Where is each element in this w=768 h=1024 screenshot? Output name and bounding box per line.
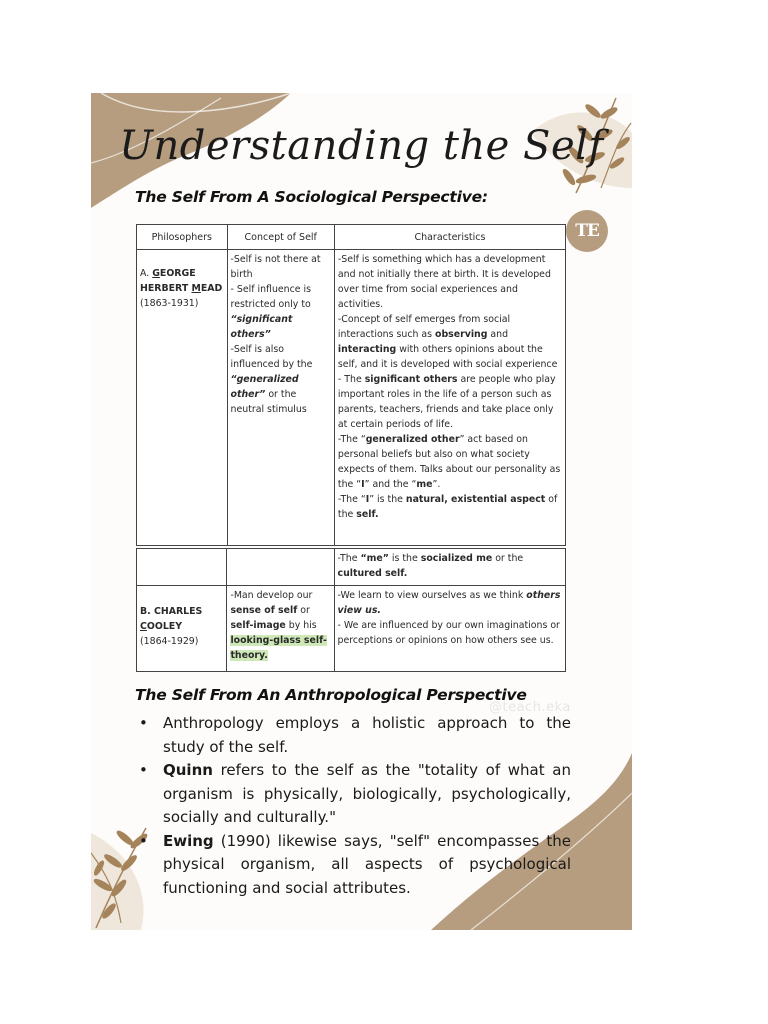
text-run: or the bbox=[492, 553, 524, 564]
text-run: socialized me bbox=[420, 553, 493, 564]
bullet-dot-icon: • bbox=[139, 714, 148, 732]
table-row-cooley bbox=[137, 586, 566, 672]
text-run: Anthropology employs a holistic approach to the study of the self. bbox=[163, 714, 571, 756]
text-run: -We learn to view ourselves as we think bbox=[337, 590, 527, 602]
concept-cooley bbox=[227, 586, 334, 672]
column-header-concept: Concept of Self bbox=[227, 225, 334, 250]
name-line bbox=[140, 266, 224, 281]
text-run: -Self is not there at birth bbox=[230, 254, 321, 280]
text-run: “generalized other” bbox=[230, 374, 299, 400]
text-run: A. bbox=[140, 268, 153, 279]
text-run: with others opinions about the self, and it is developed with social experience bbox=[337, 344, 558, 370]
philosopher-name-mead bbox=[137, 250, 228, 546]
text-run: cultured self. bbox=[337, 568, 408, 579]
section-heading-sociological: The Self From A Sociological Perspective: bbox=[135, 188, 488, 206]
bullet-item bbox=[131, 759, 571, 830]
text-run: or bbox=[297, 605, 310, 617]
text-run: ”. bbox=[432, 479, 441, 490]
concept-mead bbox=[227, 250, 334, 546]
logo-badge: TE bbox=[566, 210, 608, 252]
document-page bbox=[91, 93, 632, 930]
text-run: EAD bbox=[200, 283, 223, 294]
text-run: (1864-1929) bbox=[140, 636, 199, 648]
text-run: ” act based on personal beliefs but also on what society expects of them. Talks about our personality as the “ bbox=[337, 434, 561, 490]
text-run: -Concept of self emerges from social interactions such as bbox=[337, 314, 511, 340]
text-run: or the neutral stimulus bbox=[230, 389, 307, 415]
text-run: C bbox=[140, 621, 147, 633]
bullet-item bbox=[131, 830, 571, 901]
anthropology-bullet-list bbox=[131, 712, 571, 900]
characteristics-continuation bbox=[334, 549, 565, 586]
text-run: - The bbox=[337, 374, 365, 385]
name-line bbox=[140, 634, 223, 649]
bullet-dot-icon: • bbox=[139, 761, 148, 779]
text-run: “significant others” bbox=[230, 314, 293, 340]
text-run: others view us. bbox=[337, 590, 561, 617]
text-run: I bbox=[365, 494, 370, 505]
characteristics-mead bbox=[334, 250, 565, 546]
text-run: self. bbox=[356, 509, 379, 520]
table-row-continuation bbox=[137, 549, 566, 586]
text-run: natural, existential aspect bbox=[405, 494, 546, 505]
text-run: looking-glass self-theory. bbox=[230, 635, 327, 662]
text-run: -Self is also influenced by the bbox=[230, 344, 313, 370]
sociological-table-continued bbox=[136, 548, 566, 672]
empty-cell bbox=[227, 549, 334, 586]
text-run: interacting bbox=[337, 344, 397, 355]
text-run: OOLEY bbox=[146, 621, 182, 633]
text-run: G bbox=[152, 268, 160, 279]
text-run: -The “ bbox=[337, 434, 366, 445]
text-run: (1990) likewise says, "self" encompasses the physical organism, all aspects of psychological functioning and social attributes. bbox=[163, 831, 571, 897]
page-title: Understanding the Self bbox=[119, 123, 604, 169]
text-run: EORGE bbox=[159, 268, 196, 279]
name-line bbox=[140, 281, 224, 296]
text-run: -The “ bbox=[337, 494, 366, 505]
text-run: and bbox=[487, 329, 509, 340]
text-run: me bbox=[416, 479, 433, 490]
text-run: observing bbox=[435, 329, 488, 340]
text-run: are people who play important roles in the life of a person such as parents, teachers, friends and take place only at certain periods of life. bbox=[337, 374, 556, 430]
text-run: by his bbox=[285, 620, 317, 632]
column-header-characteristics: Characteristics bbox=[334, 225, 565, 250]
text-run: Ewing bbox=[163, 831, 214, 850]
text-run: ” and the “ bbox=[364, 479, 417, 490]
empty-cell bbox=[137, 549, 227, 586]
name-line bbox=[140, 604, 223, 619]
text-run: Quinn bbox=[163, 761, 213, 779]
philosopher-name-cooley bbox=[137, 586, 227, 672]
text-run: -The bbox=[337, 553, 361, 564]
name-line bbox=[140, 296, 224, 311]
text-run: I bbox=[361, 479, 365, 490]
text-run: self-image bbox=[230, 620, 286, 632]
text-run: sense of self bbox=[230, 605, 298, 617]
text-run: of the bbox=[337, 494, 558, 520]
section-heading-anthropological: The Self From An Anthropological Perspective bbox=[135, 686, 527, 704]
characteristics-cooley bbox=[334, 586, 565, 672]
bullet-item bbox=[131, 712, 571, 759]
text-run: -Self is something which has a development and not initially there at birth. It is developed over time from social experiences and activities. bbox=[337, 254, 551, 310]
text-run: generalized other bbox=[365, 434, 460, 445]
text-run: ” is the bbox=[369, 494, 406, 505]
bullet-dot-icon: • bbox=[139, 831, 148, 850]
text-run: HERBERT bbox=[140, 283, 192, 294]
column-header-philosophers: Philosophers bbox=[137, 225, 228, 250]
text-run: “me” bbox=[360, 553, 389, 564]
text-run: significant others bbox=[364, 374, 458, 385]
text-run: -Man develop our bbox=[230, 590, 313, 602]
text-run: - We are influenced by our own imaginations or perceptions or opinions on how others see us. bbox=[337, 620, 560, 647]
watermark: @teach.eka bbox=[489, 700, 571, 715]
text-run: refers to the self as the "totality of what an organism is physically, biologically, psychologically, socially and culturally." bbox=[163, 761, 571, 826]
name-line bbox=[140, 619, 223, 634]
table-row-mead bbox=[137, 250, 566, 546]
text-run: - Self influence is restricted only to bbox=[230, 284, 312, 310]
text-run: M bbox=[191, 283, 201, 294]
text-run: B. CHARLES bbox=[140, 606, 203, 618]
sociological-table bbox=[136, 224, 566, 546]
text-run: is the bbox=[388, 553, 421, 564]
table-header-row bbox=[137, 225, 566, 250]
text-run: (1863-1931) bbox=[140, 298, 199, 309]
